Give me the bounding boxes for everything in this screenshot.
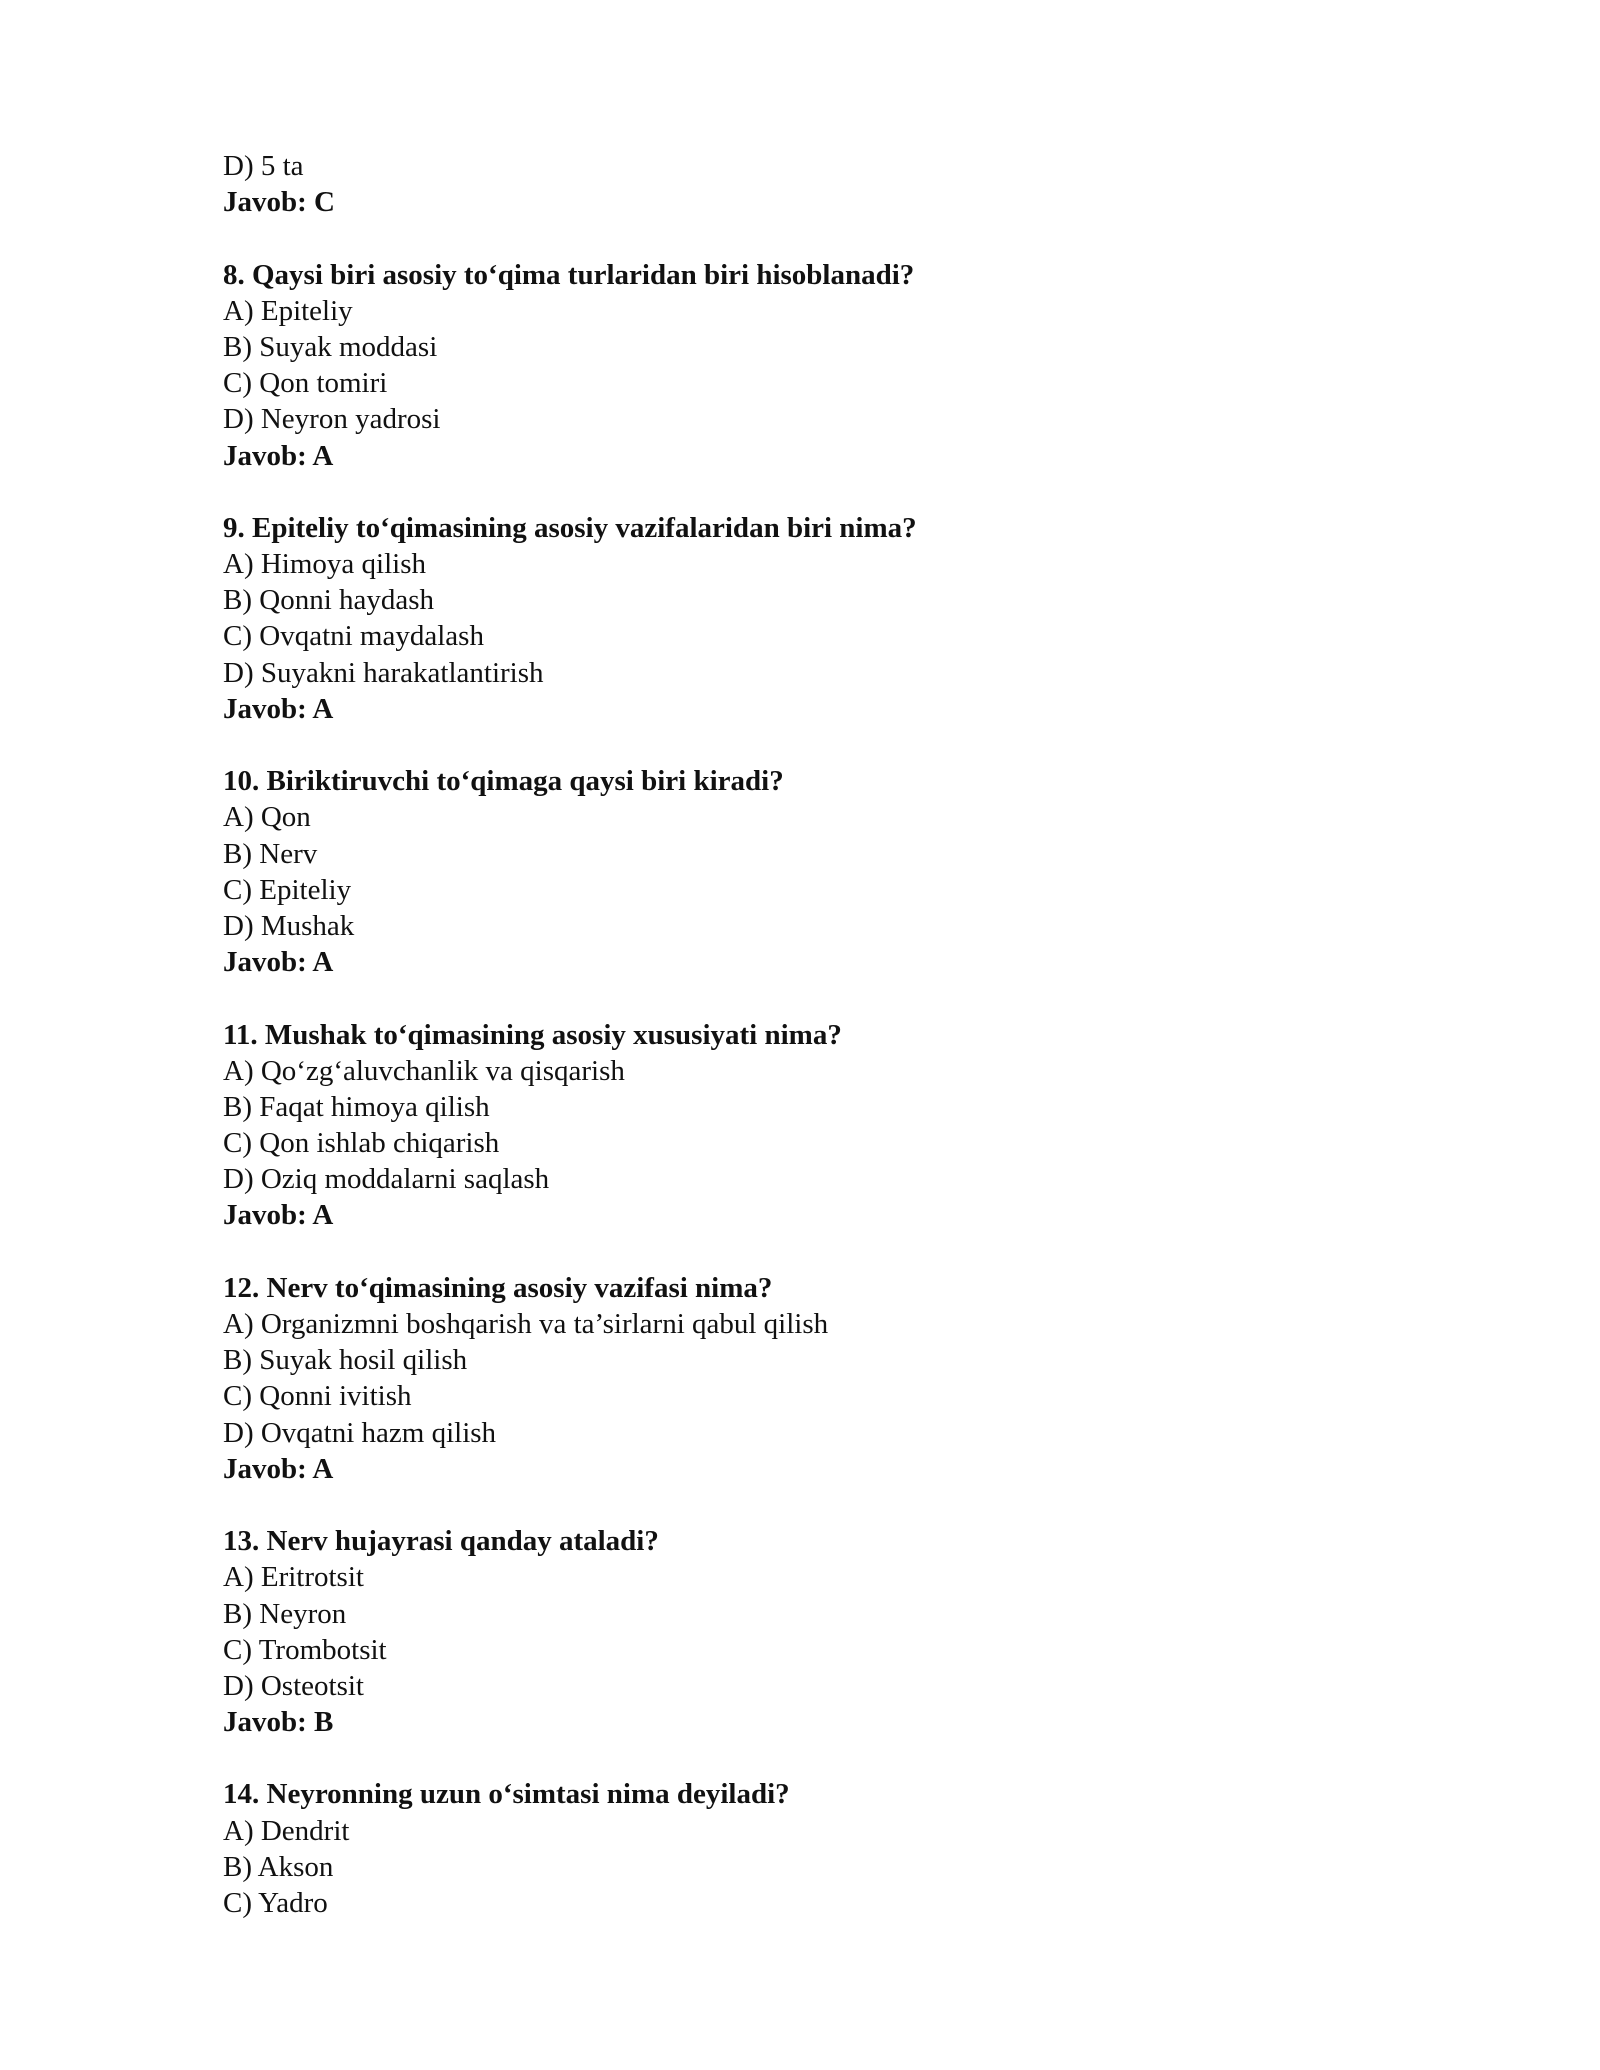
spacer bbox=[223, 220, 1403, 256]
spacer bbox=[223, 1234, 1403, 1270]
answer-line: Javob: C bbox=[223, 186, 335, 219]
question-14-option-a: A) Dendrit bbox=[223, 1814, 350, 1847]
question-12-option-a: A) Organizmni boshqarish va ta’sirlarni qabul qilish bbox=[223, 1308, 829, 1340]
question-11-option-b: B) Faqat himoya qilish bbox=[223, 1090, 490, 1123]
question-9-option-d: D) Suyakni harakatlantirish bbox=[223, 656, 544, 689]
spacer bbox=[223, 727, 1403, 763]
question-11-title: 11. Mushak to‘qimasining asosiy xususiyati nima? bbox=[223, 1018, 842, 1051]
question-8-option-d: D) Neyron yadrosi bbox=[223, 403, 441, 436]
document-content bbox=[223, 148, 1403, 1921]
option-d: D) 5 ta bbox=[223, 150, 304, 182]
spacer bbox=[223, 1487, 1403, 1523]
question-11-option-a: A) Qo‘zg‘aluvchanlik va qisqarish bbox=[223, 1054, 625, 1087]
question-8-option-a: A) Epiteliy bbox=[223, 294, 353, 327]
question-13-option-c: C) Trombotsit bbox=[223, 1633, 387, 1666]
question-14-option-b: B) Akson bbox=[223, 1850, 334, 1883]
spacer bbox=[223, 1740, 1403, 1776]
question-8-title: 8. Qaysi biri asosiy to‘qima turlaridan biri hisoblanadi? bbox=[223, 258, 915, 291]
question-9-option-b: B) Qonni haydash bbox=[223, 584, 435, 617]
question-8-option-b: B) Suyak moddasi bbox=[223, 330, 438, 363]
question-11-option-d: D) Oziq moddalarni saqlash bbox=[223, 1163, 550, 1196]
question-10-title: 10. Biriktiruvchi to‘qimaga qaysi biri kiradi? bbox=[223, 765, 784, 798]
question-13-option-d: D) Osteotsit bbox=[223, 1669, 364, 1702]
question-12-option-d: D) Ovqatni hazm qilish bbox=[223, 1416, 497, 1449]
spacer bbox=[223, 474, 1403, 510]
question-10-option-d: D) Mushak bbox=[223, 909, 355, 942]
question-9-option-c: C) Ovqatni maydalash bbox=[223, 620, 484, 653]
question-10-answer: Javob: A bbox=[223, 946, 334, 979]
question-9-answer: Javob: A bbox=[223, 692, 334, 725]
question-8-answer: Javob: A bbox=[223, 439, 334, 472]
question-13-option-b: B) Neyron bbox=[223, 1597, 347, 1630]
question-9-title: 9. Epiteliy to‘qimasining asosiy vazifalaridan biri nima? bbox=[223, 511, 917, 544]
question-11-answer: Javob: A bbox=[223, 1199, 334, 1232]
question-9-option-a: A) Himoya qilish bbox=[223, 548, 426, 581]
question-12-title: 12. Nerv to‘qimasining asosiy vazifasi nima? bbox=[223, 1271, 773, 1304]
question-10-option-c: C) Epiteliy bbox=[223, 873, 352, 906]
question-13-option-a: A) Eritrotsit bbox=[223, 1561, 364, 1594]
question-13-title: 13. Nerv hujayrasi qanday ataladi? bbox=[223, 1525, 659, 1558]
spacer bbox=[223, 980, 1403, 1016]
question-11-option-c: C) Qon ishlab chiqarish bbox=[223, 1127, 500, 1160]
question-10-option-a: A) Qon bbox=[223, 801, 311, 834]
question-14-option-c: C) Yadro bbox=[223, 1887, 328, 1919]
question-13-answer: Javob: B bbox=[223, 1706, 334, 1739]
question-10-option-b: B) Nerv bbox=[223, 837, 318, 870]
question-12-answer: Javob: A bbox=[223, 1452, 334, 1485]
question-14-title: 14. Neyronning uzun o‘simtasi nima deyiladi? bbox=[223, 1778, 790, 1811]
question-12-option-b: B) Suyak hosil qilish bbox=[223, 1344, 468, 1377]
question-8-option-c: C) Qon tomiri bbox=[223, 367, 388, 400]
question-12-option-c: C) Qonni ivitish bbox=[223, 1380, 412, 1413]
